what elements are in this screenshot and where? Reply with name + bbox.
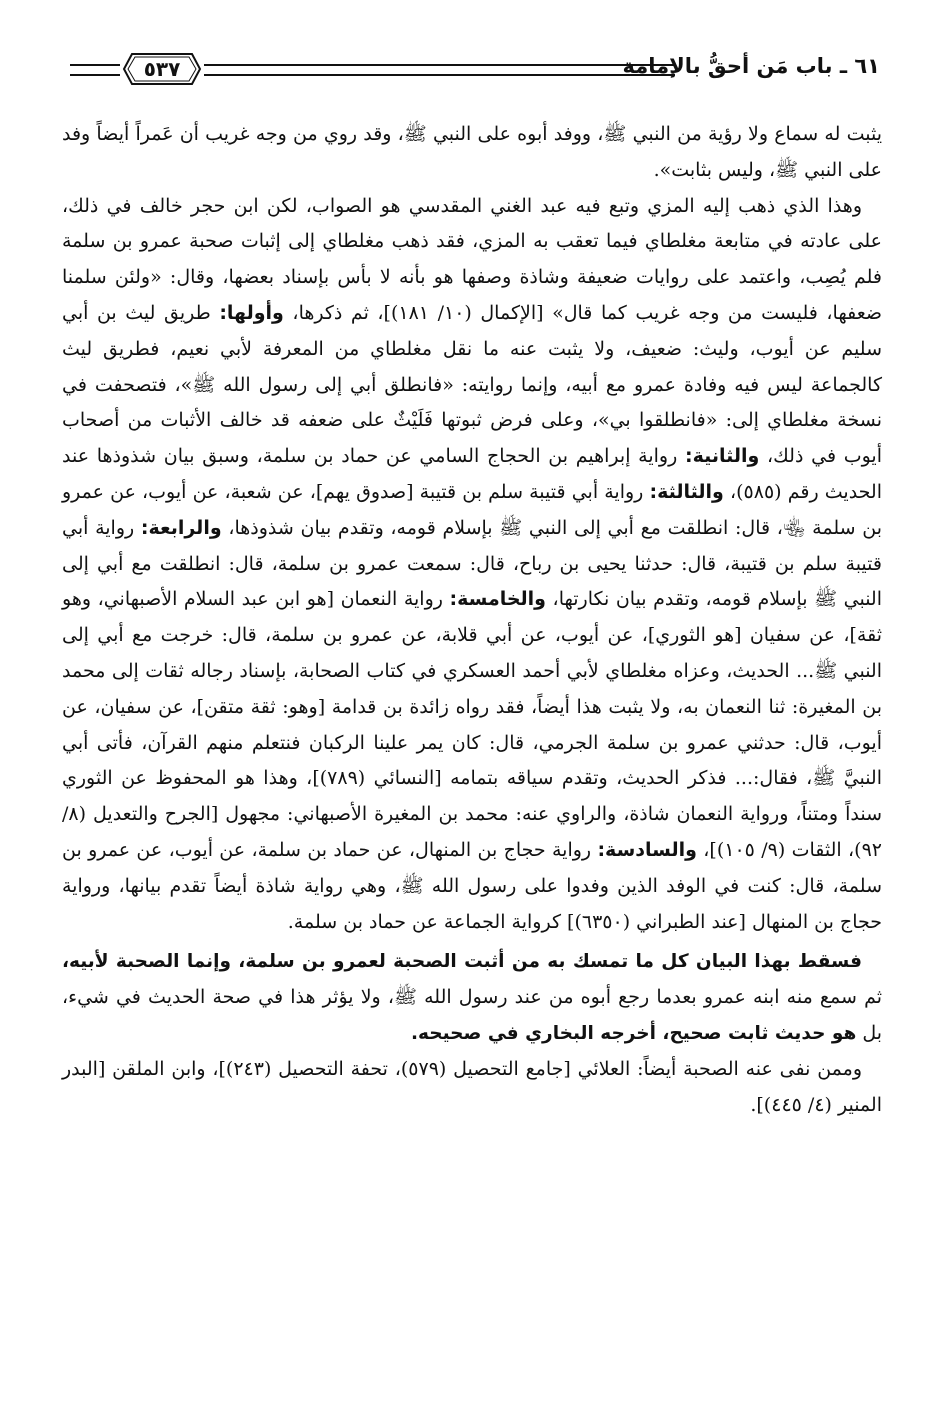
paragraph (62, 117, 882, 189)
page-number: ٥٣٧ (143, 57, 181, 81)
text-run: ثم سمع منه ابنه عمرو بعدما رجع أبوه من عند رسول الله ﷺ، ولا يؤثر هذا في صحة الحديث في شيء، بل (62, 986, 882, 1044)
bold-text: والرابعة: (140, 516, 222, 539)
chapter-title: ٦١ ـ باب مَن أحقُّ بالإمامة (622, 54, 880, 78)
page-header (70, 52, 880, 100)
header-rule (204, 64, 675, 76)
text-run: رواية أبي قتيبة سلم بن قتيبة [صدوق يهم]، عن شعبة، عن أيوب، عن عمرو بن سلمة ﵄، قال: انطلقت مع أبي إلى النبي ﷺ بإسلام قومه، وتقدم بيان شذوذها، (62, 480, 882, 539)
text-run: رواية حجاج بن المنهال، عن حماد بن سلمة، عن أيوب، عن عمرو بن سلمة، قال: كنت في الوفد الذين وفدوا على رسول الله ﷺ، وهي رواية شاذة أيضاً تقدم بيانها، ورواية حجاج بن المنهال [عند الطبراني (٦٣٥٠)] كرواية الجماعة عن حماد بن سلمة. (62, 838, 882, 933)
header-rule-left (70, 64, 120, 76)
text-run: وممن نفى عنه الصحبة أيضاً: العلائي [جامع التحصيل (٥٧٩)، تحفة التحصيل (٢٤٣)]، وابن الملقن [البدر المنير (٤/ ٤٤٥)]. (62, 1057, 882, 1116)
bold-text: هو حديث ثابت صحيح، أخرجه البخاري في صحيحه. (411, 1022, 857, 1044)
text-run: طريق ليث بن أبي سليم عن أيوب، وليث: ضعيف، ولا يثبت عنه ما نقل مغلطاي من المعرفة لأبي نعيم، فطريق ليث كالجماعة ليس فيه وفادة عمرو مع أبيه، وإنما روايته: «فانطلق أبي إلى رسول الله ﷺ»، فتصحفت في نسخة مغلطاي إلى: «فانطلقوا بي»، وعلى فرض ثبوتها فَلَيْثٌ على ضعفه قد خالف الأثبات من أصحاب أيوب في ذلك، (62, 301, 882, 468)
paragraph (62, 944, 882, 1051)
text-run: رواية أبي قتيبة سلم بن قتيبة، قال: حدثنا يحيى بن رباح، قال: سمعت عمرو بن سلمة، قال: انطلقت مع أبي إلى النبي ﷺ بإسلام قومه، وتقدم بيان نكارتها، (62, 516, 882, 611)
text-run: رواية النعمان [هو ابن عبد السلام الأصبهاني، وهو ثقة]، عن سفيان [هو الثوري]، عن أيوب، عن أبي قلابة، عن عمرو بن سلمة، قال: خرجت مع أبي إلى النبي ﷺ... الحديث، وعزاه مغلطاي لأبي أحمد العسكري في كتاب الصحابة، بإسناد رجاله ثقات إلى محمد بن المغيرة: ثنا النعمان به، ولا يثبت هذا أيضاً، فقد رواه زائدة بن قدامة [وهو: ثقة متقن]، عن سفيان، عن أيوب، قال: حدثني عمرو بن سلمة الجرمي، قال: كان يمر علينا الركبان فنتعلم منهم القرآن، فأتى أبي النبيَّ ﷺ، فقال:... فذكر الحديث، وتقدم سياقه بتمامه [النسائي (٧٨٩)]، وهذا هو المحفوظ عن الثوري سنداً ومتناً، ورواية النعمان شاذة، والراوي عنه: محمد بن المغيرة الأصبهاني: مجهول [الجرح والتعديل (٨/ ٩٢)، الثقات (٩/ ١٠٥)]، (62, 588, 883, 861)
bold-text: والسادسة: (597, 838, 697, 861)
bold-text: فسقط بهذا البيان كل ما تمسك به من أثبت الصحبة لعمرو بن سلمة، وإنما الصحبة لأبيه، (62, 951, 862, 973)
bold-text: والثالثة: (649, 480, 724, 503)
page-body (62, 117, 882, 1123)
bold-text: والخامسة: (449, 588, 546, 611)
bold-text: وأولها: (219, 301, 284, 324)
text-run: رواية إبراهيم بن الحجاج السامي عن حماد بن سلمة، وسبق بيان شذوذها عند الحديث رقم (٥٨٥)، (62, 445, 883, 503)
paragraph (62, 1052, 882, 1124)
page-number-badge (122, 52, 202, 86)
text-run: يثبت له سماع ولا رؤية من النبي ﷺ، ووفد أبوه على النبي ﷺ، وقد روي من وجه غريب أن عَمراً أيضاً وفد على النبي ﷺ، وليس بثابت». (62, 123, 882, 181)
text-run: وهذا الذي ذهب إليه المزي وتبع فيه عبد الغني المقدسي هو الصواب، لكن ابن حجر خالف في ذلك، على عادته في متابعة مغلطاي فيما تعقب به المزي، فقد ذهب مغلطاي إلى إثبات صحبة عمرو بن سلمة فلم يُصِب، واعتمد على روايات ضعيفة وشاذة وصفها هو بأنه لا بأس بإسناد بعضها، وقال: «ولئن سلمنا ضعفها، فليست من وجه غريب كما قال» [الإكمال (١٠/ ١٨١)]، ثم ذكرها، (62, 194, 882, 324)
paragraph (62, 189, 882, 941)
bold-text: والثانية: (684, 445, 760, 468)
